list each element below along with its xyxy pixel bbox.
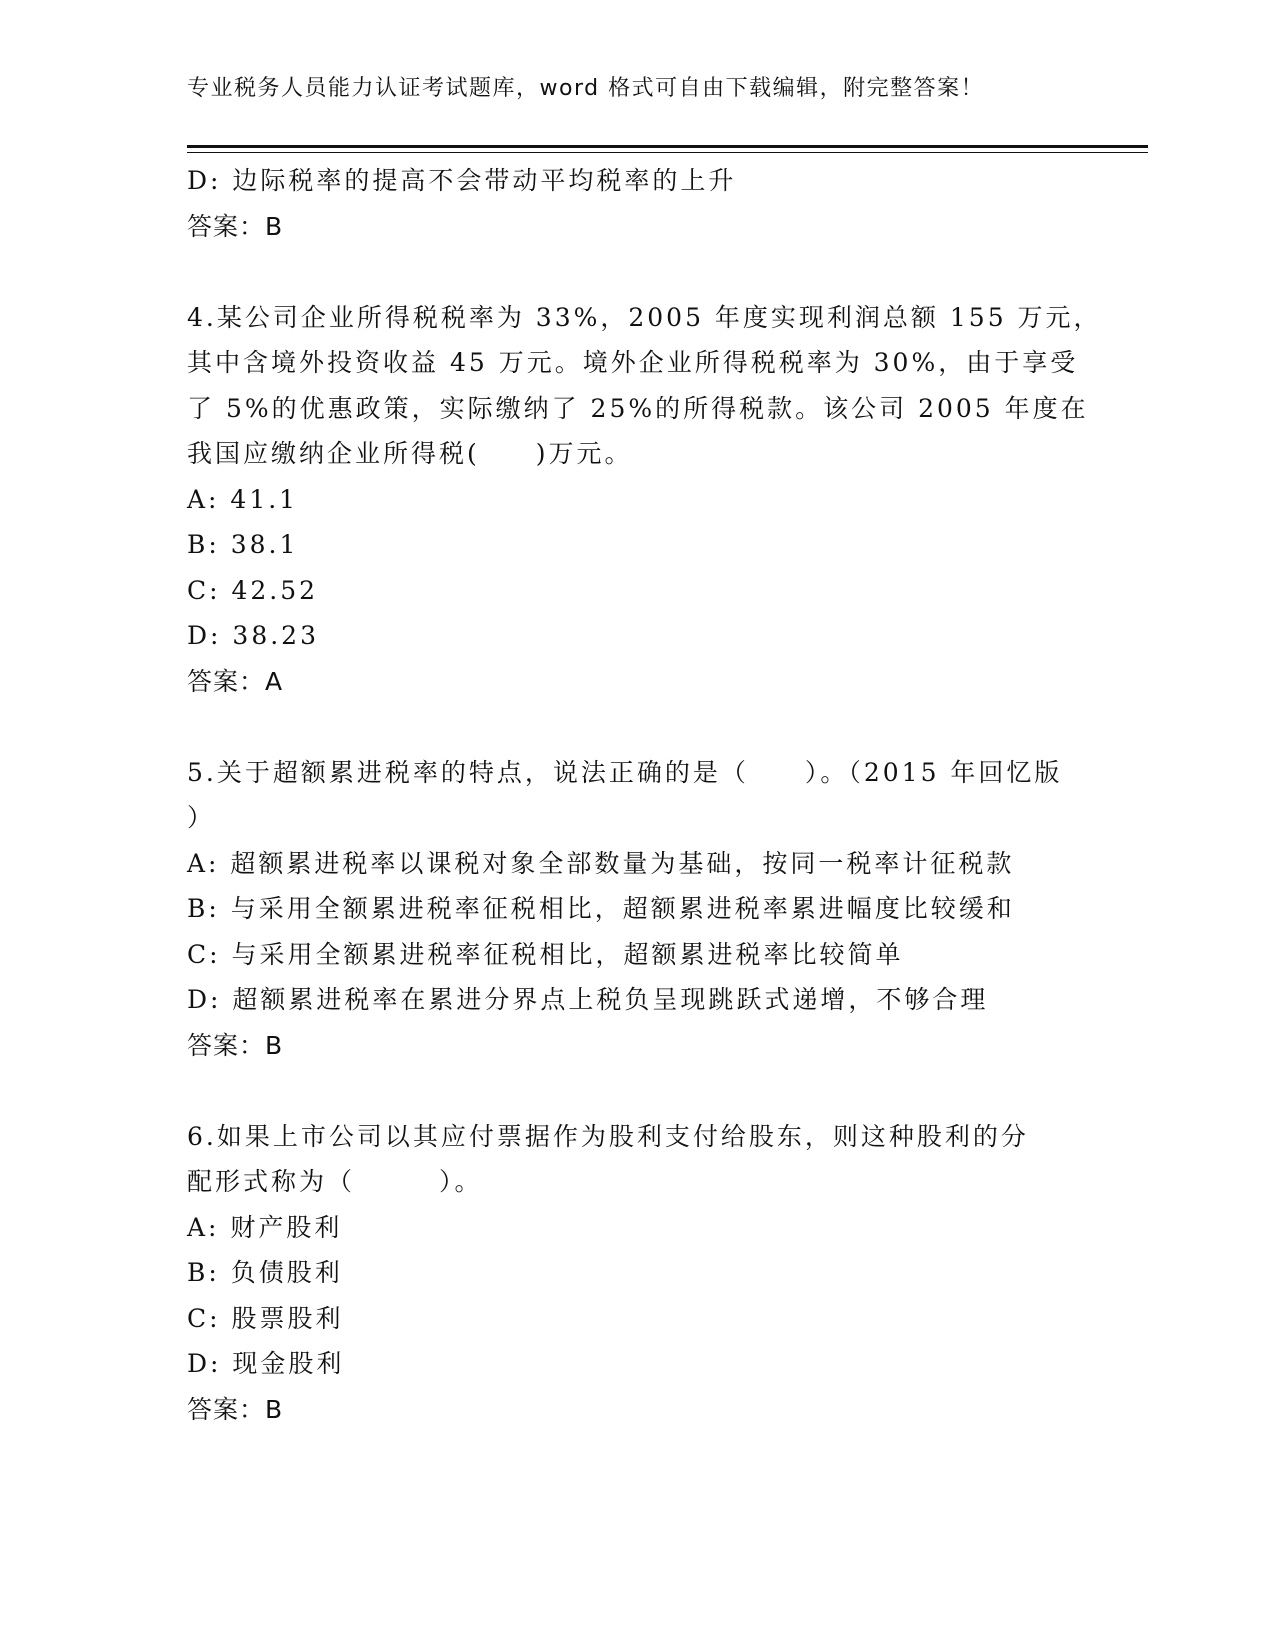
option-b: B: 38.1 bbox=[187, 530, 299, 559]
question-4 bbox=[187, 295, 1102, 705]
prev-question-option-d: D: 边际税率的提高不会带动平均税率的上升 bbox=[187, 166, 737, 195]
question-text-line: ） bbox=[187, 803, 216, 832]
answer: 答案：B bbox=[187, 1030, 284, 1060]
option-d: D: 超额累进税率在累进分界点上税负呈现跳跃式递增，不够合理 bbox=[187, 985, 989, 1014]
question-text-line: 5.关于超额累进税率的特点，说法正确的是（ ）。（2015 年回忆版 bbox=[187, 757, 1063, 787]
question-text-line: 了 5%的优惠政策，实际缴纳了 25%的所得税款。该公司 2005 年度在 bbox=[187, 393, 1089, 423]
option-b: B: 与采用全额累进税率征税相比，超额累进税率累进幅度比较缓和 bbox=[187, 894, 1015, 923]
question-6 bbox=[187, 1114, 1087, 1433]
option-d: D: 现金股利 bbox=[187, 1349, 345, 1378]
option-c: C: 与采用全额累进税率征税相比，超额累进税率比较简单 bbox=[187, 939, 904, 969]
option-c: C: 42.52 bbox=[187, 575, 319, 605]
question-text-line: 6.如果上市公司以其应付票据作为股利支付给股东，则这种股利的分 bbox=[187, 1121, 1029, 1151]
spacer bbox=[187, 704, 1087, 750]
option-b: B: 负债股利 bbox=[187, 1258, 343, 1287]
spacer bbox=[187, 249, 1087, 295]
prev-question-answer: 答案：B bbox=[187, 211, 284, 241]
header-rule-thin bbox=[187, 152, 1148, 153]
question-text-line: 配形式称为（ ）。 bbox=[187, 1167, 483, 1196]
option-a: A: 财产股利 bbox=[187, 1212, 343, 1242]
option-c: C: 股票股利 bbox=[187, 1303, 344, 1333]
option-d: D: 38.23 bbox=[187, 621, 319, 650]
option-a: A: 超额累进税率以课税对象全部数量为基础，按同一税率计征税款 bbox=[187, 848, 1015, 878]
question-text-line: 我国应缴纳企业所得税( )万元。 bbox=[187, 439, 633, 468]
page-header-title: 专业税务人员能力认证考试题库，word 格式可自由下载编辑，附完整答案！ bbox=[187, 76, 985, 101]
answer: 答案：A bbox=[187, 666, 284, 696]
spacer bbox=[187, 1068, 1087, 1114]
question-text-line: 其中含境外投资收益 45 万元。境外企业所得税税率为 30%，由于享受 bbox=[187, 348, 1079, 377]
question-text-line: 4.某公司企业所得税税率为 33%，2005 年度实现利润总额 155 万元， bbox=[187, 302, 1102, 332]
question-5 bbox=[187, 750, 1087, 1069]
header-rule-thick bbox=[187, 145, 1148, 148]
answer: 答案：B bbox=[187, 1394, 284, 1424]
option-a: A: 41.1 bbox=[187, 484, 299, 514]
document-body bbox=[187, 158, 1102, 1432]
